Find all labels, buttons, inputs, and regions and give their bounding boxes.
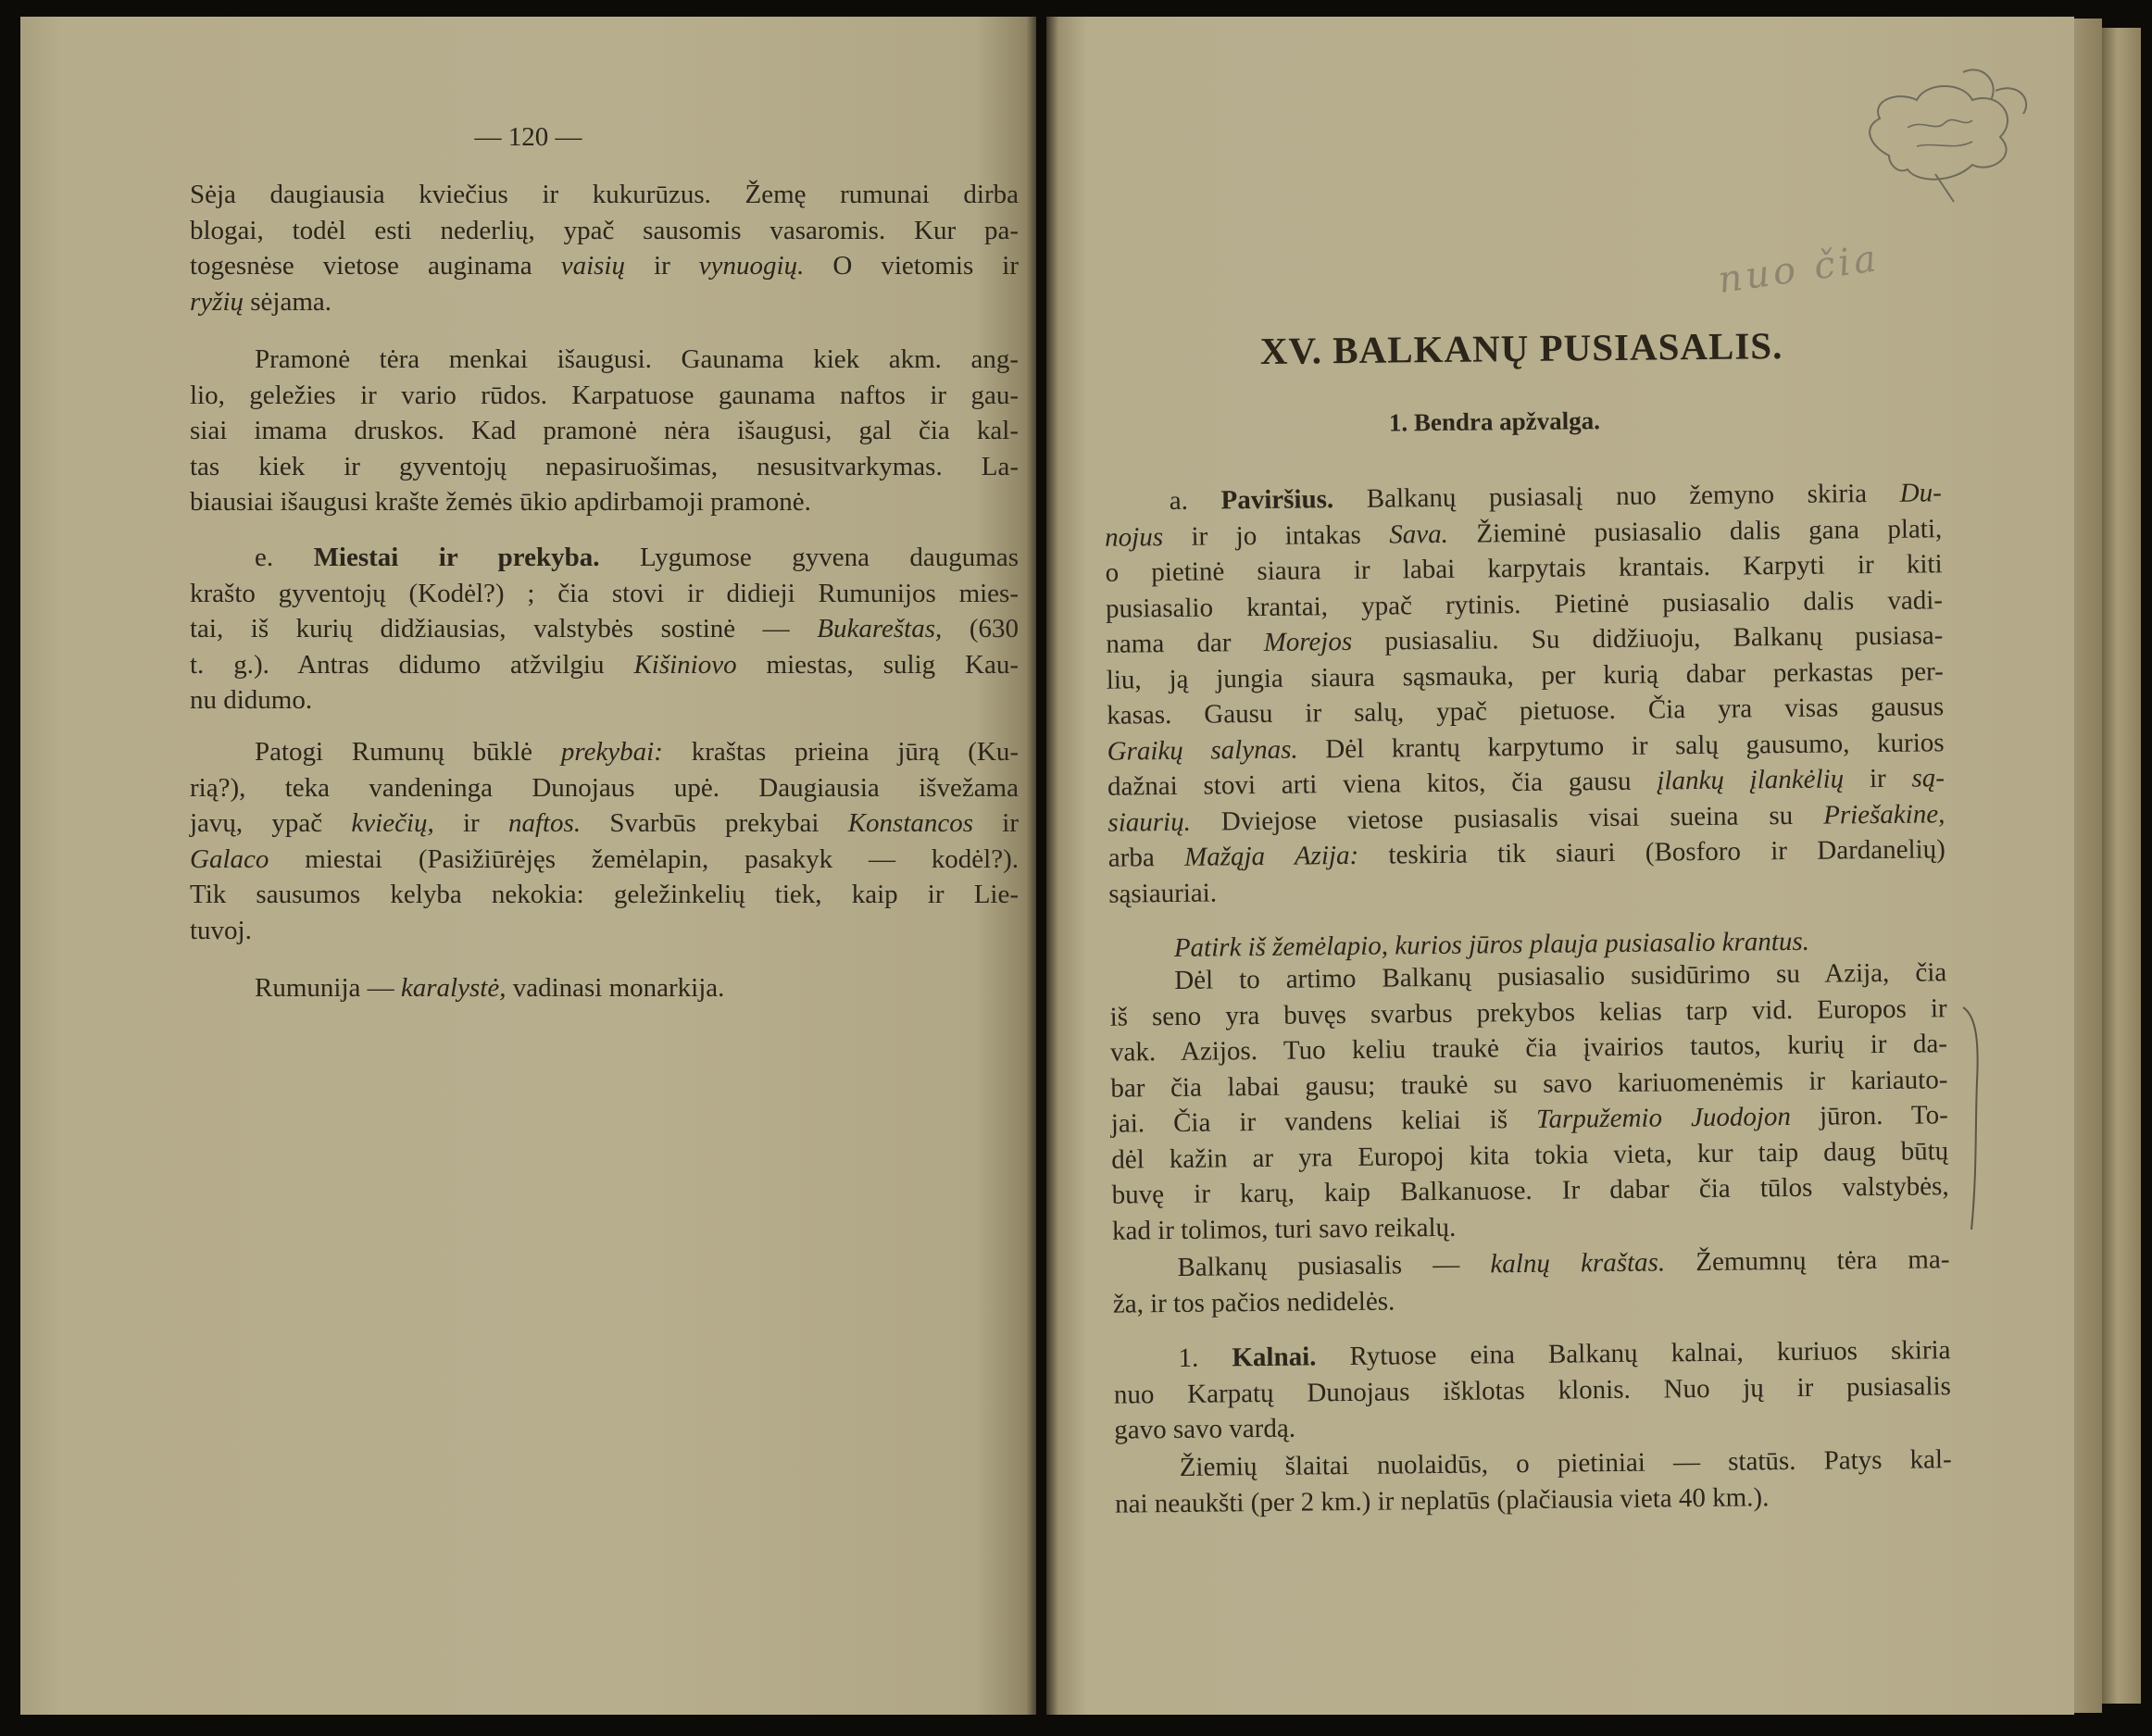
text-line	[190, 342, 1019, 378]
text-run: blogai, todėl esti nederlių, ypač sausomis vasaromis. Kur pa-	[190, 215, 1019, 245]
italic-text: naftos.	[507, 808, 582, 838]
paragraph	[1112, 1242, 1950, 1321]
text-run: biausiai išaugusi krašte žemės ūkio apdirbamoji pramonė.	[190, 487, 811, 517]
text-run: Rumunija —	[255, 973, 401, 1003]
italic-text: Kišiniovo	[633, 649, 737, 680]
text-run: kasas. Gausu ir salų, ypač pietuose. Čia yra visas gausus	[1107, 692, 1945, 731]
paragraph	[1109, 955, 1949, 1248]
italic-text: karalystė,	[400, 973, 507, 1003]
text-run: Lygumose gyvena daugumas	[599, 543, 1019, 572]
text-run: 1.	[1178, 1343, 1232, 1373]
text-line	[190, 842, 1019, 878]
italic-text: prekybai:	[560, 737, 663, 767]
page-number: — 120 —	[474, 122, 582, 152]
text-run: lio, geležies ir vario rūdos. Karpatuose gaunama naftos ir gau-	[190, 380, 1019, 410]
text-run: Dėl to artimo Balkanų pusiasalio susidūrimo su Azija, čia	[1174, 957, 1947, 995]
text-line	[1114, 1404, 1951, 1448]
text-run: Patogi Rumunų būklė	[255, 737, 561, 767]
text-line	[190, 213, 1019, 249]
italic-text: Tarpužemio Juodojon	[1535, 1102, 1792, 1134]
text-run: arba	[1107, 842, 1185, 873]
text-line	[190, 540, 1019, 576]
italic-text: Mažąja Azija:	[1183, 840, 1359, 872]
text-run: javų, ypač	[190, 808, 352, 838]
text-line	[190, 177, 1019, 213]
paragraph	[1105, 475, 1946, 911]
text-run: o pietinė siaura ir labai karpytais krantais. Karpyti ir kiti	[1105, 549, 1943, 588]
text-line	[190, 682, 1019, 718]
text-line	[190, 248, 1019, 284]
italic-text: Du-	[1899, 478, 1942, 508]
text-run: kraštas prieina jūrą (Ku-	[662, 737, 1019, 767]
text-run: Sėja daugiausia kviečius ir kukurūzus. Žemę rumunai dirba	[190, 180, 1019, 209]
text-line	[190, 806, 1019, 842]
text-run: ir jo intakas	[1162, 519, 1390, 552]
section-heading: 1. Bendra apžvalga.	[1388, 406, 1601, 437]
text-line	[190, 877, 1019, 913]
right-page	[1046, 17, 2074, 1715]
text-run: dažnai stovi arti viena kitos, čia gausu	[1107, 766, 1658, 802]
text-run: Dviejose vietose pusiasalis visai sueina su	[1190, 800, 1824, 837]
text-line	[190, 378, 1019, 414]
italic-text: Galaco	[190, 843, 269, 874]
text-run: sėjama.	[244, 286, 332, 317]
chapter-title: XV. BALKANŲ PUSIASALIS.	[1259, 324, 1783, 372]
text-run: pusiasalio krantai, ypač rytinis. Pietinė pusiasalio dalis vadi-	[1105, 584, 1944, 624]
text-line	[190, 449, 1019, 485]
italic-text: Graikų salynas.	[1107, 734, 1298, 767]
text-run: jai. Čia ir vandens keliai iš	[1110, 1104, 1537, 1139]
text-line	[190, 611, 1019, 647]
text-run: rią?), teka vandeninga Dunojaus upė. Daugiausia išvežama	[190, 772, 1019, 803]
text-run: siai imama druskos. Kad pramonė nėra išaugusi, gal čia kal-	[190, 416, 1019, 445]
text-run: nu didumo.	[190, 685, 313, 715]
text-run: Balkanų pusiasalį nuo žemyno skiria	[1333, 478, 1900, 515]
text-run: krašto gyventojų (Kodėl?) ; čia stovi ir didieji Rumunijos mies-	[190, 578, 1019, 608]
margin-bracket-mark-icon	[1958, 989, 1996, 1248]
text-run: O vietomis ir	[804, 251, 1019, 281]
text-run: togesnėse vietose auginama	[190, 251, 561, 281]
right-text-column	[1099, 12, 1954, 1687]
paragraph	[190, 970, 1019, 1006]
text-line	[190, 576, 1019, 612]
text-run: dėl kažin ar yra Europoj kita tokia vieta, kur taip daug būtų	[1111, 1135, 1949, 1175]
pencil-annotation: nuo čia	[1715, 237, 1883, 302]
text-run: miestas, sulig Kau-	[736, 649, 1020, 680]
text-run: e.	[255, 543, 314, 572]
text-run: tas kiek ir gyventojų nepasiruošimas, nesusitvarkymas. La-	[190, 451, 1019, 481]
italic-text: Priešakine,	[1822, 798, 1946, 831]
text-line	[190, 413, 1019, 449]
text-run: kad ir tolimos, turi savo reikalų.	[1111, 1212, 1457, 1246]
text-run: ir	[625, 251, 699, 281]
italic-text: vaisių	[560, 251, 625, 281]
italic-text: Bukareštas,	[817, 614, 943, 643]
italic-text: Morejos	[1263, 626, 1353, 657]
text-run: tuvoj.	[190, 915, 252, 945]
paragraph	[1115, 1442, 1953, 1521]
left-page	[20, 17, 1036, 1715]
text-run: Svarbūs prekybai	[581, 808, 848, 838]
text-run: Balkanų pusiasalis —	[1177, 1249, 1491, 1282]
text-run: nama dar	[1106, 627, 1264, 659]
text-run: jūron. To-	[1790, 1100, 1948, 1132]
text-run: Žiemių šlaitai nuolaidūs, o pietiniai — statūs. Patys kal-	[1179, 1444, 1952, 1482]
text-run: nuo Karpatų Dunojaus išklotas klonis. Nuo jų ir pusiasalis	[1113, 1370, 1952, 1410]
text-line	[190, 913, 1019, 949]
text-run: nai neaukšti (per 2 km.) ir neplatūs (plačiausia vieta 40 km.).	[1114, 1481, 1770, 1519]
text-line	[190, 770, 1019, 806]
text-run: teskiria tik siauri (Bosforo ir Dardanelių)	[1358, 834, 1946, 870]
bold-text: Kalnai.	[1232, 1342, 1317, 1373]
page-edge	[2074, 19, 2102, 1713]
text-run: ir	[973, 808, 1019, 838]
text-run: Žieminė pusiasalio dalis gana plati,	[1447, 513, 1943, 549]
text-run: Žemumnų tėra ma-	[1664, 1244, 1950, 1278]
italic-text: siaurių.	[1107, 806, 1192, 838]
text-run: pusiasaliu. Su didžiuoju, Balkanų pusiasa-	[1352, 620, 1944, 656]
text-run: vak. Azijos. Tuo keliu traukė čia įvairios tautos, kurių ir da-	[1109, 1029, 1948, 1068]
italic-text: vynuogių.	[698, 251, 805, 281]
italic-text: Patirk iš žemėlapio, kurios jūros plauja pusiasalio krantus.	[1173, 926, 1810, 963]
italic-text: kviečių,	[351, 808, 434, 838]
bold-text: Paviršius.	[1220, 484, 1334, 516]
paragraph	[190, 177, 1019, 319]
left-text-column	[190, 17, 1019, 1683]
text-run: gavo savo vardą.	[1114, 1413, 1296, 1445]
italic-text: są-	[1911, 763, 1946, 793]
italic-text: Konstancos	[847, 808, 974, 838]
text-run: Rytuose eina Balkanų kalnai, kuriuos skiria	[1316, 1335, 1951, 1372]
text-run: (630	[942, 614, 1019, 643]
text-run: iš seno yra buvęs svarbus prekybos kelias tarp vid. Europos ir	[1109, 993, 1947, 1032]
text-run: ža, ir tos pačios nedidelės.	[1112, 1286, 1395, 1319]
paragraph	[190, 734, 1019, 948]
italic-text: kalnų kraštas.	[1490, 1247, 1666, 1280]
italic-text: nojus	[1105, 521, 1164, 553]
book-cover-edge	[2102, 28, 2141, 1704]
text-line	[190, 284, 1019, 320]
paragraph	[1113, 1332, 1951, 1448]
text-run: vadinasi monarkija.	[506, 973, 725, 1003]
paragraph	[190, 342, 1019, 520]
italic-text: ryžių	[190, 286, 244, 317]
text-run: t. g.). Antras didumo atžvilgiu	[190, 649, 634, 680]
text-run: Pramonė tėra menkai išaugusi. Gaunama kiek akm. ang-	[255, 344, 1019, 374]
bold-text: Miestai ir prekyba.	[313, 543, 600, 572]
text-run: miestai (Pasižiūrėjęs žemėlapin, pasakyk — kodėl?).	[269, 843, 1019, 874]
text-run: Tik sausumos kelyba nekokia: geležinkelių tiek, kaip ir Lie-	[190, 880, 1019, 909]
italic-text: Sava.	[1389, 518, 1449, 550]
text-line	[190, 647, 1019, 683]
text-run: bar čia labai gausu; traukė su savo kariuomenėmis ir kariauto-	[1110, 1064, 1948, 1104]
text-run: liu, ją jungia siaura sąsmauka, per kurią dabar perkastas per-	[1106, 656, 1944, 695]
text-line	[190, 484, 1019, 520]
text-run: tai, iš kurių didžiausias, valstybės sostinė —	[190, 614, 818, 643]
text-run: buvę ir karų, kaip Balkanuose. Ir dabar čia tūlos valstybės,	[1111, 1171, 1949, 1210]
text-run: Dėl krantų karpytumo ir salų gausumo, kurios	[1297, 727, 1945, 765]
italic-text: įlankų įlankėlių	[1657, 764, 1845, 796]
text-line	[190, 970, 1019, 1006]
text-line	[190, 734, 1019, 770]
text-run: a.	[1169, 485, 1221, 517]
text-run: ir	[433, 808, 508, 838]
paragraph	[190, 540, 1019, 718]
text-run: ir	[1843, 763, 1912, 794]
text-run: sąsiauriai.	[1108, 877, 1218, 909]
